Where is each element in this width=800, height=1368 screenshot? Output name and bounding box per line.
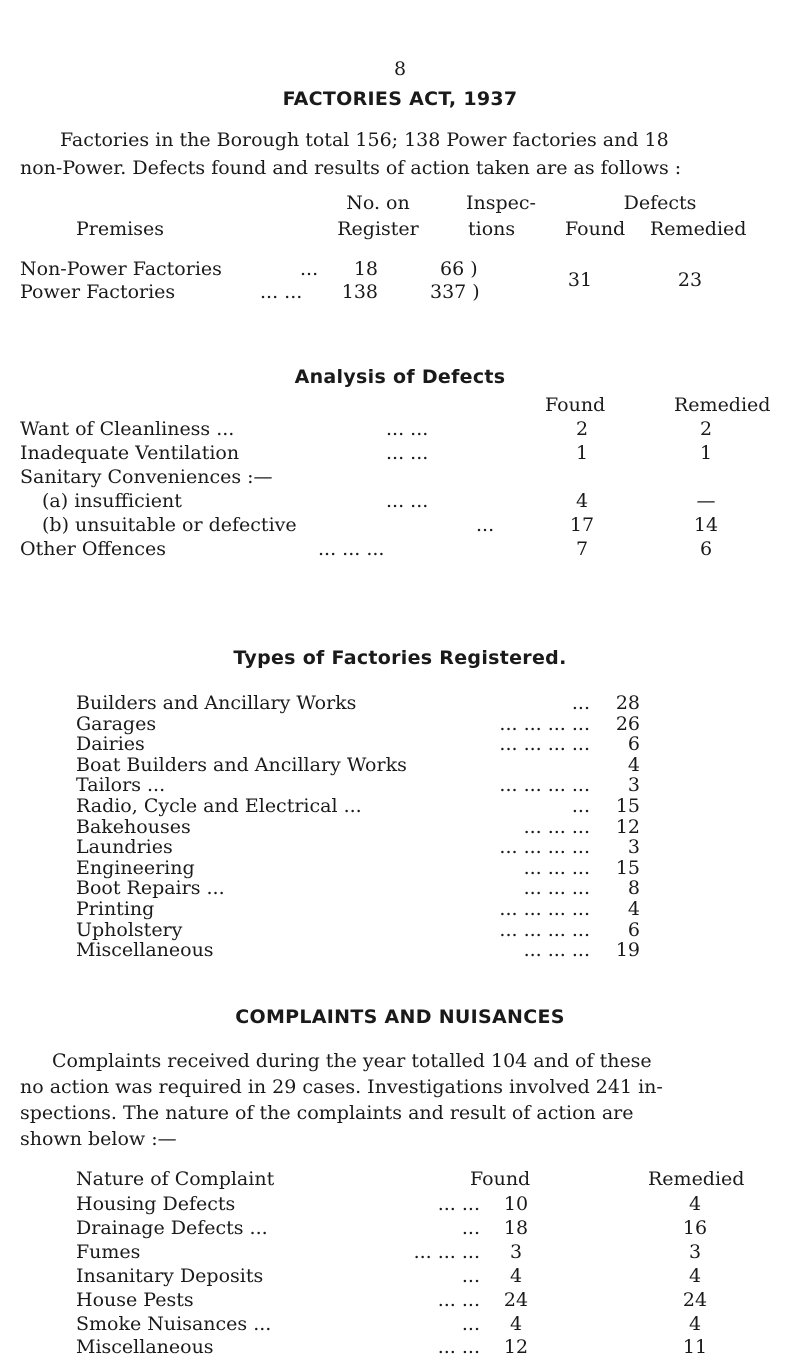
types-row-label: Dairies xyxy=(76,733,145,755)
complaints-row-label: Smoke Nuisances ... xyxy=(76,1313,272,1335)
premises-row-dots: ... xyxy=(300,258,319,280)
complaints-row-remedied: 24 xyxy=(682,1289,708,1311)
complaints-col-remedied: Remedied xyxy=(648,1168,745,1190)
types-row-dots: ... ... ... xyxy=(523,857,590,879)
types-row-count: 15 xyxy=(615,795,640,817)
complaints-row-label: Insanitary Deposits xyxy=(76,1265,264,1287)
complaints-row-label: Drainage Defects ... xyxy=(76,1217,268,1239)
complaints-row-remedied: 16 xyxy=(682,1217,708,1239)
complaints-row-remedied: 3 xyxy=(688,1241,702,1263)
complaints-row-found: 18 xyxy=(503,1217,529,1239)
analysis-row-found: 1 xyxy=(575,442,589,464)
types-row-count: 26 xyxy=(615,713,640,735)
factories-intro-line-1: Factories in the Borough total 156; 138 Power factories and 18 xyxy=(60,129,669,151)
analysis-row-remedied: 1 xyxy=(699,442,713,464)
complaints-row-found: 24 xyxy=(503,1289,529,1311)
defects-found-value: 31 xyxy=(567,269,593,291)
analysis-col-found: Found xyxy=(545,394,606,416)
types-row-dots: ... ... ... ... xyxy=(499,733,590,755)
analysis-row-found: 7 xyxy=(575,538,589,560)
types-row-dots: ... xyxy=(571,795,590,817)
types-row-dots: ... ... ... ... xyxy=(499,898,590,920)
complaints-row-dots: ... ... xyxy=(437,1193,480,1215)
complaints-row-remedied: 4 xyxy=(688,1313,702,1335)
types-row-dots: ... ... ... ... xyxy=(499,836,590,858)
complaints-row-found: 10 xyxy=(503,1193,529,1215)
types-row-count: 6 xyxy=(627,919,640,941)
types-row-count: 19 xyxy=(615,939,640,961)
analysis-row-remedied: 2 xyxy=(699,418,713,440)
complaints-row-label: Fumes xyxy=(76,1241,141,1263)
complaints-row-dots: ... ... ... xyxy=(413,1241,480,1263)
complaints-para-line-3: spections. The nature of the complaints and result of action are xyxy=(20,1102,634,1124)
complaints-row-dots: ... xyxy=(461,1265,480,1287)
analysis-row-label: Want of Cleanliness ... xyxy=(20,418,235,440)
complaints-row-remedied: 4 xyxy=(688,1265,702,1287)
analysis-row-dots: ... ... xyxy=(386,442,429,464)
types-row-label: Laundries xyxy=(76,836,173,858)
header-register: Register xyxy=(337,218,419,240)
complaints-row-found: 4 xyxy=(509,1265,523,1287)
complaints-row-dots: ... xyxy=(461,1217,480,1239)
complaints-row-label: Housing Defects xyxy=(76,1193,236,1215)
types-row-label: Garages xyxy=(76,713,157,735)
analysis-row-found: 17 xyxy=(569,514,595,536)
complaints-row-label: Miscellaneous xyxy=(76,1336,214,1358)
header-defects: Defects xyxy=(623,192,697,214)
header-remedied: Remedied xyxy=(650,218,747,240)
complaints-para-line-4: shown below :— xyxy=(20,1128,177,1150)
complaints-col-nature: Nature of Complaint xyxy=(76,1168,275,1190)
analysis-row-label: (b) unsuitable or defective xyxy=(42,514,297,536)
types-row-count: 28 xyxy=(615,692,640,714)
types-row-count: 12 xyxy=(615,816,640,838)
analysis-heading: Analysis of Defects xyxy=(294,366,506,388)
page-number: 8 xyxy=(393,58,407,80)
complaints-para-line-1: Complaints received during the year totalled 104 and of these xyxy=(52,1050,652,1072)
complaints-row-remedied: 4 xyxy=(688,1193,702,1215)
premises-row-register: 18 xyxy=(353,258,378,280)
complaints-row-found: 3 xyxy=(509,1241,523,1263)
premises-row-inspections: 66 ) xyxy=(440,258,478,280)
types-row-count: 6 xyxy=(627,733,640,755)
types-row-label: Radio, Cycle and Electrical ... xyxy=(76,795,362,817)
types-row-label: Boot Repairs ... xyxy=(76,877,225,899)
types-row-dots: ... ... ... xyxy=(523,816,590,838)
analysis-row-label: (a) insufficient xyxy=(42,490,182,512)
complaints-row-dots: ... xyxy=(461,1313,480,1335)
header-found: Found xyxy=(565,218,626,240)
types-row-label: Tailors ... xyxy=(76,774,166,796)
types-row-label: Engineering xyxy=(76,857,195,879)
analysis-row-dots: ... ... xyxy=(386,490,429,512)
premises-row-label: Power Factories xyxy=(20,281,176,303)
analysis-row-dots: ... ... ... xyxy=(318,538,385,560)
types-row-label: Bakehouses xyxy=(76,816,191,838)
complaints-row-found: 12 xyxy=(503,1336,529,1358)
types-row-dots: ... ... ... ... xyxy=(499,713,590,735)
analysis-row-label: Other Offences xyxy=(20,538,167,560)
premises-row-inspections: 337 ) xyxy=(430,281,480,303)
complaints-row-found: 4 xyxy=(509,1313,523,1335)
types-row-count: 3 xyxy=(627,774,640,796)
header-no-on: No. on xyxy=(346,192,410,214)
analysis-row-dots: ... ... xyxy=(386,418,429,440)
premises-row-register: 138 xyxy=(341,281,378,303)
header-premises: Premises xyxy=(76,218,164,240)
analysis-col-remedied: Remedied xyxy=(674,394,771,416)
factories-intro-line-2: non-Power. Defects found and results of action taken are as follows : xyxy=(20,157,682,179)
types-row-dots: ... xyxy=(571,692,590,714)
premises-row-dots: ... ... xyxy=(260,281,303,303)
types-row-count: 8 xyxy=(627,877,640,899)
types-row-dots: ... ... ... xyxy=(523,877,590,899)
types-row-dots: ... ... ... xyxy=(523,939,590,961)
complaints-row-label: House Pests xyxy=(76,1289,194,1311)
analysis-row-found: 2 xyxy=(575,418,589,440)
complaints-para-line-2: no action was required in 29 cases. Investigations involved 241 in- xyxy=(20,1076,663,1098)
analysis-row-found: 4 xyxy=(575,490,589,512)
types-row-label: Boat Builders and Ancillary Works xyxy=(76,754,407,776)
types-row-label: Upholstery xyxy=(76,919,183,941)
premises-row-label: Non-Power Factories xyxy=(20,258,222,280)
factories-act-heading: FACTORIES ACT, 1937 xyxy=(282,88,518,110)
complaints-row-dots: ... ... xyxy=(437,1289,480,1311)
complaints-heading: COMPLAINTS AND NUISANCES xyxy=(235,1006,565,1028)
types-row-count: 4 xyxy=(627,754,640,776)
complaints-row-dots: ... ... xyxy=(437,1336,480,1358)
complaints-col-found: Found xyxy=(470,1168,531,1190)
analysis-row-dots: ... xyxy=(476,514,495,536)
types-heading: Types of Factories Registered. xyxy=(233,647,567,669)
defects-remedied-value: 23 xyxy=(677,269,703,291)
analysis-row-label: Inadequate Ventilation xyxy=(20,442,240,464)
analysis-row-label: Sanitary Conveniences :— xyxy=(20,466,273,488)
complaints-row-remedied: 11 xyxy=(682,1336,708,1358)
header-inspec: Inspec- xyxy=(466,192,536,214)
types-row-dots: ... ... ... ... xyxy=(499,919,590,941)
header-tions: tions xyxy=(468,218,516,240)
types-row-count: 15 xyxy=(615,857,640,879)
analysis-row-remedied: 14 xyxy=(693,514,719,536)
types-row-count: 4 xyxy=(627,898,640,920)
analysis-row-remedied: — xyxy=(696,490,716,512)
types-row-count: 3 xyxy=(627,836,640,858)
types-row-label: Builders and Ancillary Works xyxy=(76,692,357,714)
types-row-label: Miscellaneous xyxy=(76,939,214,961)
analysis-row-remedied: 6 xyxy=(699,538,713,560)
types-row-label: Printing xyxy=(76,898,155,920)
types-row-dots: ... ... ... ... xyxy=(499,774,590,796)
